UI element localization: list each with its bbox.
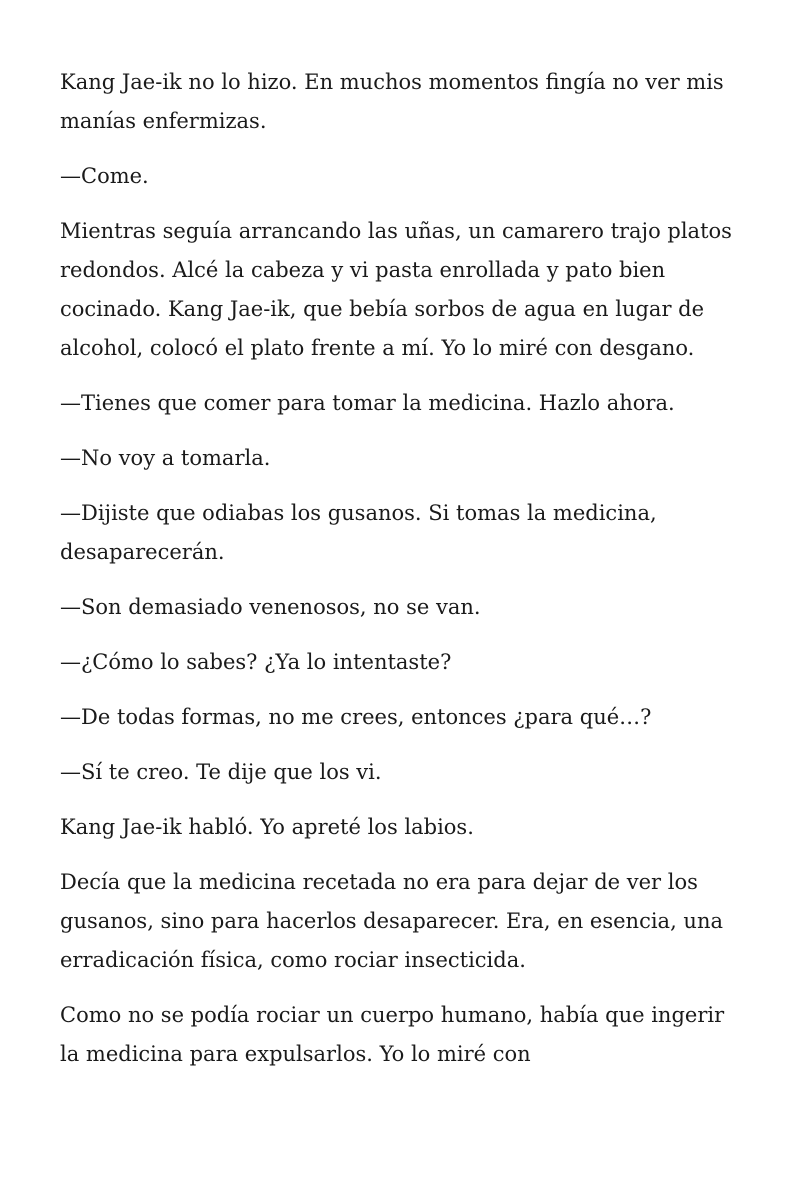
paragraph: —Dijiste que odiabas los gusanos. Si tomas la medicina, desaparecerán. — [60, 501, 657, 564]
paragraph: —Tienes que comer para tomar la medicina. Hazlo ahora. — [60, 391, 675, 415]
paragraph: —De todas formas, no me crees, entonces ¿para qué…? — [60, 705, 652, 729]
paragraph: Como no se podía rociar un cuerpo humano, había que ingerir la medicina para expulsarlos. Yo lo miré con — [60, 1003, 725, 1066]
paragraph: Decía que la medicina recetada no era para dejar de ver los gusanos, sino para hacerlos desaparecer. Era, en esencia, una erradicación física, como rociar insecticida. — [60, 870, 723, 972]
paragraph: —Son demasiado venenosos, no se van. — [60, 595, 481, 619]
paragraph: Kang Jae-ik no lo hizo. En muchos momentos fingía no ver mis manías enfermizas. — [60, 70, 724, 133]
paragraph: —Sí te creo. Te dije que los vi. — [60, 760, 382, 784]
paragraph: Kang Jae-ik habló. Yo apreté los labios. — [60, 815, 474, 839]
paragraph: Mientras seguía arrancando las uñas, un camarero trajo platos redondos. Alcé la cabeza y vi pasta enrollada y pato bien cocinado. Kang Jae-ik, que bebía sorbos de agua en lugar de alcohol, colocó el plato frente a mí. Yo lo miré con desgano. — [60, 219, 732, 360]
paragraph: —¿Cómo lo sabes? ¿Ya lo intentaste? — [60, 650, 452, 674]
paragraph: —Come. — [60, 164, 149, 188]
paragraph: —No voy a tomarla. — [60, 446, 271, 470]
